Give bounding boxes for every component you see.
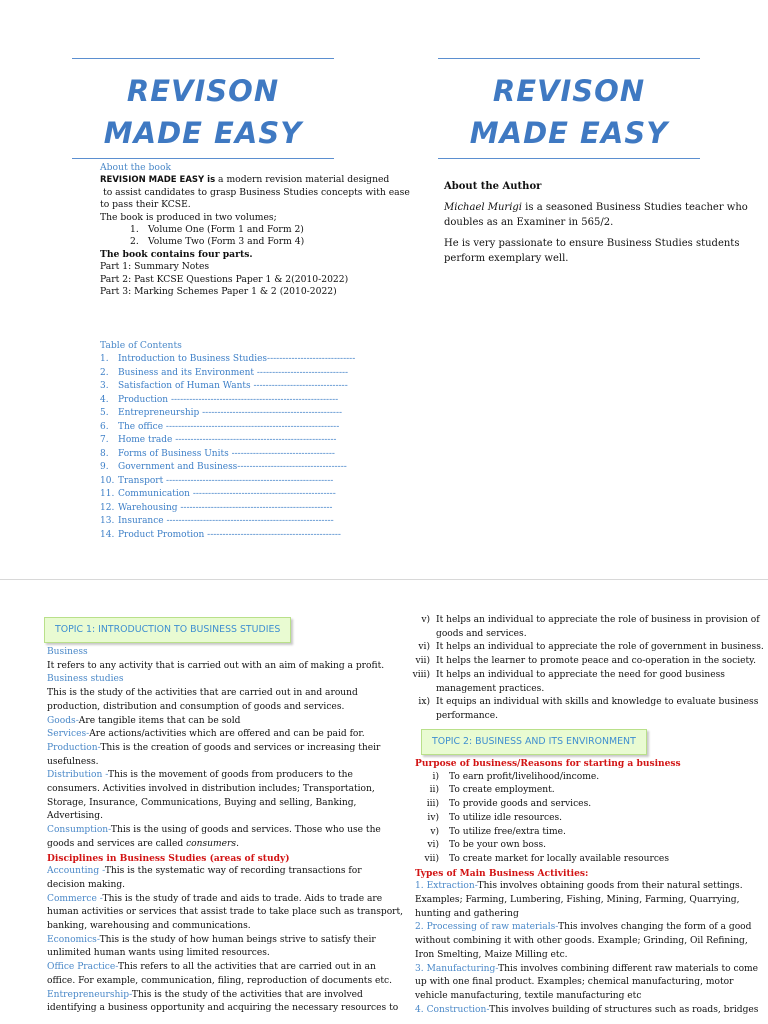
part-item: Part 3: Marking Schemes Paper 1 & 2 (2010-2022) bbox=[100, 286, 337, 298]
toc-heading: Table of Contents bbox=[100, 340, 182, 351]
toc-item-label: Home trade ----------------------------------------------------- bbox=[118, 435, 337, 446]
roman-number: vii) bbox=[424, 853, 439, 864]
toc-item-number: 10. bbox=[100, 475, 115, 486]
topic-2-banner bbox=[421, 729, 647, 755]
term-definition: This is the using of goods and services. Those who use the bbox=[110, 825, 381, 836]
term-label: Consumption- bbox=[47, 825, 111, 836]
toc-item[interactable] bbox=[100, 448, 360, 462]
about-book-heading: About the book bbox=[100, 162, 172, 173]
toc-item[interactable] bbox=[100, 475, 360, 489]
activity-text: Iron Smelting, Maize Milling etc. bbox=[415, 949, 568, 960]
roman-number: vii) bbox=[415, 656, 430, 667]
author-rest: is a seasoned Business Studies teacher who bbox=[522, 202, 748, 213]
toc-item-label: Communication ----------------------------------------------- bbox=[118, 489, 336, 500]
toc-item-label: Satisfaction of Human Wants ------------------------------- bbox=[118, 381, 348, 392]
toc-item-label: Warehousing -------------------------------------------------- bbox=[118, 502, 333, 513]
importance-item bbox=[398, 710, 743, 724]
body-line: Advertising. bbox=[47, 811, 103, 822]
purpose-item bbox=[415, 771, 745, 785]
intro-rest: a modern revision material designed bbox=[215, 174, 390, 186]
body-line: usefulness. bbox=[47, 756, 99, 767]
page-divider bbox=[0, 579, 768, 580]
volume-item bbox=[100, 224, 360, 236]
term-definition: This is the systematic way of recording transactions for bbox=[104, 866, 362, 877]
cover-title-line2: MADE EASY bbox=[469, 116, 669, 150]
volume-num: 2. bbox=[130, 236, 139, 248]
cover-title-left bbox=[72, 70, 334, 154]
about-author-heading: About the Author bbox=[444, 181, 542, 192]
toc-item[interactable] bbox=[100, 488, 360, 502]
author-line2: doubles as an Examiner in 565/2. bbox=[444, 217, 614, 228]
volume-item bbox=[100, 236, 360, 248]
activity-text: without combining it with other goods. Example; Grinding, Oil Refining, bbox=[415, 936, 748, 947]
activity-text: This involves changing the form of a good bbox=[558, 922, 752, 933]
bottom-rule-left bbox=[72, 158, 334, 159]
toc-item-label: Product Promotion -------------------------------------------- bbox=[118, 529, 341, 540]
activity-term: 3. Manufacturing- bbox=[415, 963, 499, 974]
purpose-item bbox=[415, 784, 745, 798]
toc-item-label: Production ------------------------------------------------------- bbox=[118, 394, 339, 405]
body-line: production, distribution and consumption of goods and services. bbox=[47, 701, 345, 712]
term-definition: This is the study of how human beings strive to satisfy their bbox=[99, 934, 376, 945]
toc-item-number: 12. bbox=[100, 502, 115, 513]
cover-title-right bbox=[438, 70, 700, 154]
item-text: To utilize free/extra time. bbox=[449, 826, 566, 837]
term-definition: This is the study of the activities that are involved bbox=[131, 989, 363, 1000]
body-line bbox=[47, 742, 381, 756]
cover-title-line1: REVISON bbox=[126, 74, 280, 108]
term-definition: This is the creation of goods and services or increasing their bbox=[100, 742, 381, 753]
roman-number: ix) bbox=[418, 697, 430, 708]
term-label: Entrepreneurship- bbox=[47, 989, 132, 1000]
importance-item bbox=[398, 696, 759, 710]
roman-number: vi) bbox=[418, 642, 430, 653]
toc-item-number: 8. bbox=[100, 448, 109, 459]
parts-heading: The book contains four parts. bbox=[100, 248, 253, 260]
cover-title-line2: MADE EASY bbox=[103, 116, 303, 150]
line-emphasis: consumers bbox=[186, 838, 237, 849]
item-text: It helps an individual to appreciate the need for good business bbox=[436, 669, 725, 680]
body-line: It refers to any activity that is carried out with an aim of making a profit. bbox=[47, 660, 385, 671]
activity-line bbox=[415, 880, 745, 894]
roman-number: iii) bbox=[426, 799, 439, 810]
activity-text: up with one final product. Examples; chemical manufacturing, motor bbox=[415, 977, 734, 988]
body-line: banking, warehousing and communications. bbox=[47, 921, 251, 932]
item-text: To create market for locally available resources bbox=[449, 853, 669, 864]
top-rule-left bbox=[72, 58, 334, 59]
part-item: Part 2: Past KCSE Questions Paper 1 & 2(2010-2022) bbox=[100, 273, 349, 285]
roman-number: viii) bbox=[412, 669, 430, 680]
term-label: Production- bbox=[47, 742, 101, 753]
roman-number: i) bbox=[432, 771, 439, 782]
intro-line3: to pass their KCSE. bbox=[100, 199, 191, 211]
author-name: Michael Murigi bbox=[444, 202, 522, 213]
item-text: To be your own boss. bbox=[449, 840, 547, 851]
term-heading: Business studies bbox=[47, 674, 124, 685]
roman-number: ii) bbox=[429, 785, 439, 796]
item-text: It helps an individual to appreciate the role of government in business. bbox=[436, 642, 764, 653]
term-heading: Business bbox=[47, 647, 88, 657]
body-line: consumers. Activities involved in distribution includes; Transportation, bbox=[47, 784, 375, 795]
activity-text: This involves building of structures such as roads, bridges bbox=[489, 1004, 759, 1015]
types-heading: Types of Main Business Activities: bbox=[415, 867, 589, 879]
volume-text: Volume Two (Form 3 and Form 4) bbox=[148, 236, 305, 248]
toc-item-number: 11. bbox=[100, 489, 115, 500]
body-line: human activities or services that assist trade to take place such as transport, bbox=[47, 907, 404, 918]
top-rule-right bbox=[438, 58, 700, 59]
body-line bbox=[47, 824, 381, 838]
importance-list bbox=[398, 614, 764, 724]
toc-item-number: 2. bbox=[100, 367, 109, 378]
item-text: It helps the learner to promote peace and co-operation in the society. bbox=[436, 656, 756, 667]
purpose-list bbox=[415, 771, 745, 867]
toc-item[interactable] bbox=[100, 407, 360, 421]
body-line: unlimited human wants using limited resources. bbox=[47, 948, 270, 959]
toc-item-number: 7. bbox=[100, 435, 109, 446]
activity-line bbox=[415, 921, 752, 935]
toc-item-label: Business and its Environment ------------------------------ bbox=[118, 367, 349, 378]
activity-line bbox=[415, 1004, 759, 1018]
term-definition: This is the study of trade and aids to trade. Aids to trade are bbox=[102, 893, 383, 904]
body-line bbox=[47, 961, 377, 975]
term-label: Office Practice- bbox=[47, 962, 118, 973]
importance-item bbox=[398, 628, 743, 642]
activity-text: hunting and gathering bbox=[415, 908, 519, 919]
term-label: Goods- bbox=[47, 715, 79, 726]
body-line bbox=[47, 893, 383, 907]
term-label: Economics- bbox=[47, 934, 100, 945]
activity-line bbox=[415, 935, 748, 949]
topic-1-banner bbox=[44, 617, 291, 643]
toc-item-label: Transport ------------------------------------------------------- bbox=[118, 475, 334, 486]
item-text: goods and services. bbox=[436, 628, 527, 639]
volumes-intro: The book is produced in two volumes; bbox=[100, 211, 277, 223]
volume-text: Volume One (Form 1 and Form 2) bbox=[148, 224, 304, 236]
item-text: It helps an individual to appreciate the role of business in provision of bbox=[436, 615, 760, 625]
toc-list bbox=[100, 353, 360, 542]
body-line: identifying a business opportunity and acquiring the necessary resources to bbox=[47, 1003, 399, 1014]
toc-item-number: 6. bbox=[100, 421, 109, 432]
activity-line bbox=[415, 908, 745, 922]
body-line: This is the study of the activities that are carried out in and around bbox=[47, 688, 358, 699]
body-line bbox=[47, 865, 377, 879]
item-text: performance. bbox=[436, 710, 499, 721]
purpose-item bbox=[415, 798, 745, 812]
toc-item-label: Introduction to Business Studies----------------------------- bbox=[118, 354, 356, 365]
line-end: . bbox=[236, 838, 239, 849]
activity-line bbox=[415, 894, 745, 908]
body-line bbox=[47, 989, 377, 1003]
activity-line bbox=[415, 990, 745, 1004]
toc-item-number: 13. bbox=[100, 516, 115, 527]
toc-item[interactable] bbox=[100, 353, 360, 367]
toc-item[interactable] bbox=[100, 421, 360, 435]
roman-number: v) bbox=[421, 615, 430, 625]
toc-item-label: Government and Business------------------------------------ bbox=[118, 462, 347, 473]
importance-item bbox=[398, 641, 764, 655]
body-line: Storage, Insurance, Communications, Buying and selling, Banking, bbox=[47, 797, 357, 808]
body-line: office. For example, communication, filing, reproduction of documents etc. bbox=[47, 975, 393, 986]
toc-item[interactable] bbox=[100, 394, 360, 408]
body-line bbox=[47, 715, 377, 729]
table-of-contents bbox=[100, 340, 360, 542]
purpose-item bbox=[415, 812, 745, 826]
topic-1-label: TOPIC 1: INTRODUCTION TO BUSINESS STUDIES bbox=[55, 624, 281, 635]
body-line bbox=[47, 934, 377, 948]
term-label: Services- bbox=[47, 729, 90, 740]
topic-1-body bbox=[47, 646, 404, 1016]
toc-item-number: 3. bbox=[100, 381, 109, 392]
about-book-section bbox=[100, 162, 410, 298]
toc-item-number: 4. bbox=[100, 394, 109, 405]
activity-line bbox=[415, 949, 745, 963]
item-text: To provide goods and services. bbox=[449, 799, 592, 810]
purpose-item bbox=[415, 839, 745, 853]
importance-item bbox=[398, 669, 743, 683]
toc-item[interactable] bbox=[100, 367, 360, 381]
cover-title-line1: REVISON bbox=[492, 74, 646, 108]
author-line1 bbox=[444, 200, 748, 215]
topic-2-body bbox=[415, 757, 759, 1017]
toc-item-label: Forms of Business Units ---------------------------------- bbox=[118, 448, 335, 459]
activity-line bbox=[415, 963, 759, 977]
part-item: Part 1: Summary Notes bbox=[100, 261, 210, 273]
purpose-heading: Purpose of business/Reasons for starting a business bbox=[415, 758, 681, 769]
importance-item bbox=[398, 655, 756, 669]
activity-text: This involves combining different raw materials to come bbox=[498, 963, 759, 974]
intro-bold: REVISION MADE EASY is bbox=[100, 175, 216, 186]
term-label: Commerce - bbox=[47, 893, 103, 904]
roman-number: vi) bbox=[427, 840, 439, 851]
toc-item[interactable] bbox=[100, 515, 360, 529]
body-line bbox=[47, 728, 377, 742]
body-line bbox=[47, 838, 377, 852]
toc-item-label: Insurance ------------------------------------------------------- bbox=[118, 516, 334, 527]
passion-line2: perform exemplary well. bbox=[444, 253, 569, 264]
toc-item[interactable] bbox=[100, 434, 360, 448]
term-definition: Are tangible items that can be sold bbox=[78, 715, 241, 726]
toc-item[interactable] bbox=[100, 380, 360, 394]
intro-line2: to assist candidates to grasp Business Studies concepts with ease bbox=[103, 186, 410, 198]
toc-item[interactable] bbox=[100, 529, 360, 543]
toc-item-number: 5. bbox=[100, 408, 109, 419]
purpose-item bbox=[415, 853, 745, 867]
activity-term: 4. Construction- bbox=[415, 1004, 490, 1015]
item-text: To create employment. bbox=[449, 785, 555, 796]
activity-term: 1. Extraction- bbox=[415, 881, 478, 892]
item-text: To earn profit/livelihood/income. bbox=[449, 771, 600, 782]
item-text: To utilize idle resources. bbox=[449, 812, 563, 823]
about-author-section bbox=[444, 179, 748, 266]
roman-number: v) bbox=[430, 826, 439, 837]
activity-text: This involves obtaining goods from their natural settings. bbox=[477, 881, 743, 892]
section-heading: Disciplines in Business Studies (areas of study) bbox=[47, 852, 290, 864]
toc-item-number: 9. bbox=[100, 462, 109, 473]
activity-line bbox=[415, 976, 745, 990]
toc-item-number: 14. bbox=[100, 529, 115, 540]
body-line: decision making. bbox=[47, 879, 126, 890]
activity-text: Examples; Farming, Lumbering, Fishing, Mining, Farming, Quarrying, bbox=[415, 895, 740, 906]
item-text: management practices. bbox=[436, 683, 545, 694]
toc-item-label: The office --------------------------------------------------------- bbox=[118, 421, 340, 432]
importance-item bbox=[398, 614, 760, 628]
bottom-rule-right bbox=[438, 158, 700, 159]
term-definition: This refers to all the activities that are carried out in an bbox=[117, 962, 376, 973]
intro-line1 bbox=[100, 174, 390, 186]
term-definition: Are actions/activities which are offered and can be paid for. bbox=[89, 729, 365, 740]
activity-term: 2. Processing of raw materials- bbox=[415, 922, 559, 933]
toc-item[interactable] bbox=[100, 461, 360, 475]
line-text: goods and services are called bbox=[47, 838, 187, 849]
roman-number: iv) bbox=[427, 812, 439, 823]
activities-list bbox=[415, 880, 759, 1017]
passion-line1: He is very passionate to ensure Business Studies students bbox=[444, 238, 740, 249]
toc-item-number: 1. bbox=[100, 354, 109, 365]
activity-text: vehicle manufacturing, textile manufacturing etc bbox=[415, 990, 642, 1001]
purpose-item bbox=[415, 826, 745, 840]
toc-item[interactable] bbox=[100, 502, 360, 516]
item-text: It equips an individual with skills and knowledge to evaluate business bbox=[436, 697, 759, 708]
importance-item bbox=[398, 683, 743, 697]
term-label: Distribution - bbox=[47, 770, 108, 781]
body-line bbox=[47, 769, 377, 783]
topic-2-label: TOPIC 2: BUSINESS AND ITS ENVIRONMENT bbox=[432, 736, 636, 747]
term-label: Accounting - bbox=[47, 866, 105, 877]
volume-num: 1. bbox=[130, 224, 139, 236]
toc-item-label: Entrepreneurship ---------------------------------------------- bbox=[118, 408, 343, 419]
term-definition: This is the movement of goods from producers to the bbox=[108, 770, 353, 781]
